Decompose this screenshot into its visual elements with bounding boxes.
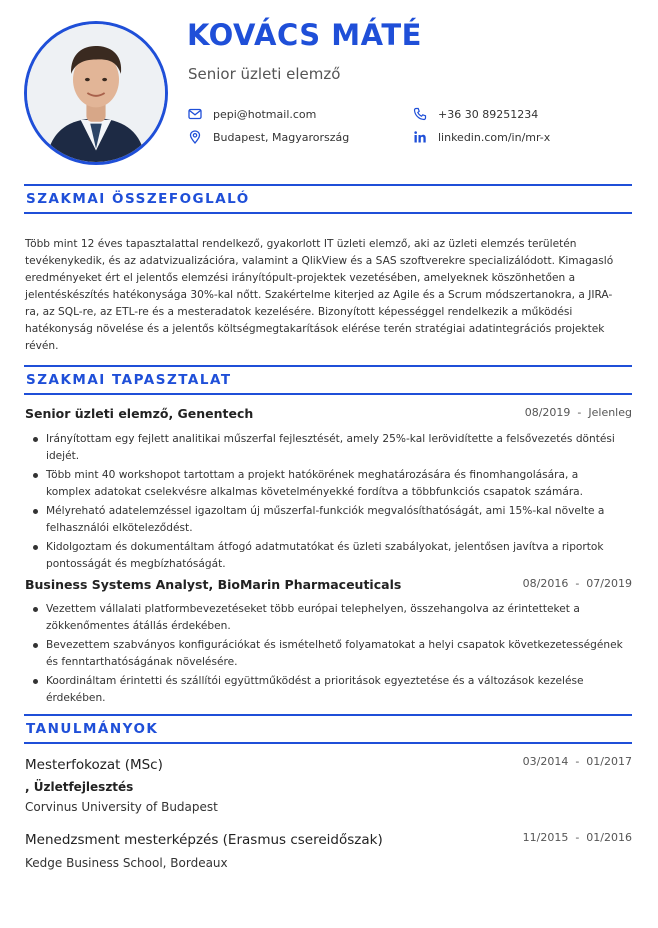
phone-text: +36 30 89251234: [438, 107, 539, 121]
contact-location: [188, 130, 349, 144]
section-summary-heading: [24, 184, 632, 214]
edu-degree-2: Menedzsment mesterképzés (Erasmus csereidőszak): [25, 832, 383, 848]
section-education-heading: [24, 714, 632, 744]
edu-dates-1: 03/2014 - 01/2017: [522, 755, 632, 768]
edu-school-1: Corvinus University of Budapest: [25, 800, 218, 814]
job-title-1-text: Senior üzleti elemző, Genentech: [25, 406, 254, 421]
map-pin-icon: [188, 130, 202, 144]
contact-linkedin[interactable]: [413, 130, 550, 144]
job-title-2: [25, 577, 401, 592]
section-education-title: TANULMÁNYOK: [26, 721, 159, 737]
list-item: Bevezettem szabványos konfigurációkat és ismételhető folyamatokat a helyi csapatok következetességének és fenntarthatóságának növelésére.: [33, 637, 623, 671]
location-text: Budapest, Magyarország: [213, 130, 350, 144]
contact-phone[interactable]: [413, 107, 538, 121]
list-item: Vezettem vállalati platformbevezetéseket több európai telephelyen, összehangolva az érintetteket a zökkenőmentes átállás érdekében.: [33, 601, 623, 635]
job-dates-2: 08/2016 - 07/2019: [522, 577, 632, 590]
job-title-2-text: Business Systems Analyst, BioMarin Pharmaceuticals: [25, 577, 402, 592]
list-item: Mélyreható adatelemzéssel igazoltam új műszerfal-funkciók megvalósíthatóságát, ami 15%-kal növelte a felhasználói elköteleződést.: [33, 503, 623, 537]
linkedin-icon: [413, 130, 427, 144]
profile-photo: [24, 21, 168, 165]
job-2-bullets: [33, 601, 623, 709]
edu-school-2: Kedge Business School, Bordeaux: [25, 856, 228, 870]
candidate-title: Senior üzleti elemző: [188, 65, 341, 83]
job-title-1: [25, 406, 253, 421]
job-dates-1: 08/2019 - Jelenleg: [524, 406, 632, 419]
list-item: Kidolgoztam és dokumentáltam átfogó adatmutatókat és üzleti szabályokat, jelentősen javítva a riportok pontosságát és megbízhatóságát.: [33, 539, 623, 573]
profile-photo-image: [27, 24, 165, 162]
section-summary-title: SZAKMAI ÖSSZEFOGLALÓ: [26, 191, 250, 207]
section-experience-title: SZAKMAI TAPASZTALAT: [26, 372, 232, 388]
list-item: Irányítottam egy fejlett analitikai műszerfal fejlesztését, amely 25%-kal lerövidítette a felsővezetés döntési idejét.: [33, 431, 623, 465]
candidate-name: KOVÁCS MÁTÉ: [187, 18, 422, 52]
envelope-icon: [188, 107, 202, 121]
edu-field-1: , Üzletfejlesztés: [25, 780, 134, 794]
contact-email[interactable]: [188, 107, 316, 121]
edu-dates-2: 11/2015 - 01/2016: [522, 831, 632, 844]
summary-text: Több mint 12 éves tapasztalattal rendelkező, gyakorlott IT üzleti elemző, aki az üzleti elemzés területén tevékenykedik, és az adatvizualizációra, valamint a QlikView és a SAS szoftverekre specializálódott. Kimagasló eredményeket ért el jelentős elemzési irányítópult-projektek vezetésében, amelyeknek köszönhetően a jelentéskészítés hatékonysága 30%-kal nőtt. Szakértelme kiterjed az Agile és a Scrum módszertanokra, a JIRA-ra, az SQL-re, az ETL-re és a mesteradatok kezelésére. Bizonyított képességgel rendelkezik a működési hatékonyság növelése és a jelentős költségmegtakarítások elérése terén stratégiai adatintegrációs projektek révén.: [25, 238, 614, 352]
email-text: pepi@hotmail.com: [213, 107, 317, 121]
list-item: Több mint 40 workshopot tartottam a projekt hatókörének meghatározására és finomhangolására, a komplex adatokat cselekvésre alkalmas követelményekké fordítva a többfunkciós csapatok számára.: [33, 467, 623, 501]
job-1-bullets: [33, 431, 623, 575]
edu-degree-1: Mesterfokozat (MSc): [25, 757, 163, 773]
linkedin-text: linkedin.com/in/mr-x: [438, 130, 551, 144]
list-item: Koordináltam érintetti és szállítói együttműködést a prioritások egyeztetése és a változások kezelése érdekében.: [33, 673, 623, 707]
section-experience-heading: [24, 365, 632, 395]
phone-icon: [413, 107, 427, 121]
